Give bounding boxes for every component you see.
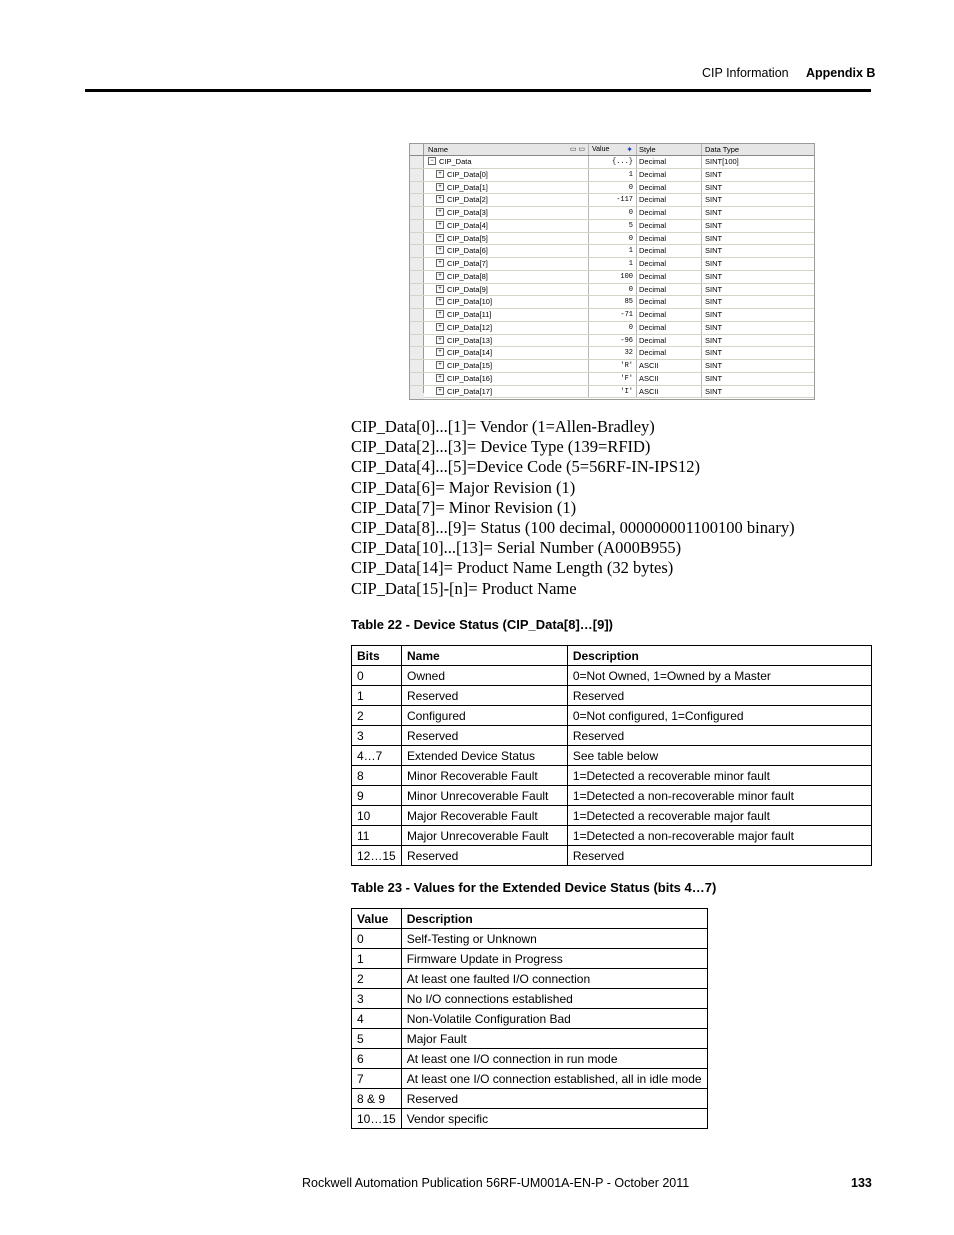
tag-value-cell[interactable]: 0 <box>589 284 637 296</box>
device-status-table <box>351 645 872 866</box>
value-cell: 5 <box>352 1029 402 1049</box>
tag-data-type-cell: SINT <box>705 284 723 294</box>
tag-value-cell[interactable]: 'R' <box>589 360 637 372</box>
tag-style-cell: Decimal <box>637 284 702 296</box>
row-gutter-end <box>410 393 424 399</box>
collapse-icon[interactable]: − <box>428 157 436 165</box>
expand-icon[interactable]: + <box>436 387 444 395</box>
description-line: CIP_Data[8]...[9]= Status (100 decimal, 000000001100100 binary) <box>351 518 795 538</box>
description-cell: 0=Not Owned, 1=Owned by a Master <box>567 666 871 686</box>
tag-name-cell <box>425 322 589 334</box>
table-row <box>352 826 872 846</box>
expand-icon[interactable]: + <box>436 310 444 318</box>
tag-name-cell <box>425 373 589 385</box>
tag-data-type-cell: SINT <box>705 271 723 281</box>
description-cell: No I/O connections established <box>401 989 707 1009</box>
tag-row[interactable] <box>410 360 814 373</box>
tag-name: CIP_Data[5] <box>447 233 488 243</box>
tag-name-cell <box>425 347 589 359</box>
row-gutter <box>410 373 424 385</box>
description-cell: 1=Detected a recoverable minor fault <box>567 766 871 786</box>
header-rule <box>85 89 871 92</box>
value-cell: 8 & 9 <box>352 1089 402 1109</box>
table-row <box>352 929 708 949</box>
tag-style-cell: Decimal <box>637 233 702 245</box>
description-line: CIP_Data[7]= Minor Revision (1) <box>351 497 577 517</box>
column-header-value: Value <box>352 909 402 929</box>
table-row <box>352 1069 708 1089</box>
description-cell: Major Fault <box>401 1029 707 1049</box>
running-header-appendix: Appendix B <box>806 66 876 80</box>
tag-row[interactable] <box>410 347 814 360</box>
row-gutter <box>410 169 424 181</box>
bits-cell: 11 <box>352 826 402 846</box>
sort-arrow-icon: ✦ <box>626 145 633 154</box>
row-gutter <box>410 182 424 194</box>
description-line: CIP_Data[14]= Product Name Length (32 bytes) <box>351 558 674 578</box>
tag-name-cell <box>425 360 589 372</box>
tag-style-cell: ASCII <box>637 373 702 385</box>
description-line: CIP_Data[4]...[5]=Device Code (5=56RF-IN-IPS12) <box>351 457 701 477</box>
tag-style-cell: Decimal <box>637 194 702 206</box>
tag-row[interactable] <box>410 258 814 271</box>
tag-value-cell[interactable]: 0 <box>589 182 637 194</box>
name-cell: Major Unrecoverable Fault <box>401 826 567 846</box>
tag-name-cell <box>425 169 589 181</box>
tag-style-cell: Decimal <box>637 347 702 359</box>
expand-icon[interactable]: + <box>436 170 444 178</box>
tag-data-type-cell: SINT <box>705 182 723 192</box>
tag-style-cell: Decimal <box>637 335 702 347</box>
description-cell: At least one I/O connection in run mode <box>401 1049 707 1069</box>
tag-value-cell[interactable]: 0 <box>589 322 637 334</box>
description-cell: At least one I/O connection established, all in idle mode <box>401 1069 707 1089</box>
description-cell: Non-Volatile Configuration Bad <box>401 1009 707 1029</box>
bits-cell: 3 <box>352 726 402 746</box>
tag-style-cell: Decimal <box>637 296 702 308</box>
name-cell: Major Recoverable Fault <box>401 806 567 826</box>
description-cell: 1=Detected a recoverable major fault <box>567 806 871 826</box>
value-cell: 4 <box>352 1009 402 1029</box>
row-gutter <box>410 156 424 168</box>
tag-editor-screenshot <box>409 143 815 400</box>
tag-name: CIP_Data[14] <box>447 348 493 358</box>
tag-row-root[interactable] <box>410 156 814 169</box>
bits-cell: 4…7 <box>352 746 402 766</box>
value-cell: 2 <box>352 969 402 989</box>
tag-data-type-cell: SINT <box>705 259 723 269</box>
tag-name-cell <box>425 245 589 257</box>
tag-name: CIP_Data[10] <box>447 297 493 307</box>
value-cell: 3 <box>352 989 402 1009</box>
tag-style-cell: Decimal <box>637 156 702 168</box>
tag-data-type-cell: SINT <box>705 361 723 371</box>
tag-name-cell <box>425 258 589 270</box>
description-line: CIP_Data[6]= Major Revision (1) <box>351 477 576 497</box>
tag-row[interactable] <box>410 296 814 309</box>
running-header-section: CIP Information <box>702 66 789 80</box>
tag-style-cell: Decimal <box>637 182 702 194</box>
filter-icon: ▭ ▭ <box>569 146 585 153</box>
tag-row[interactable] <box>410 194 814 207</box>
footer-publication: Rockwell Automation Publication 56RF-UM001A-EN-P - October 2011 <box>302 1176 690 1190</box>
tag-row[interactable] <box>410 322 814 335</box>
tag-value-cell[interactable]: 32 <box>589 347 637 359</box>
tag-style-cell: ASCII <box>637 386 702 398</box>
row-gutter <box>410 347 424 359</box>
tag-value-cell: {...} <box>589 156 637 168</box>
tag-name: CIP_Data[0] <box>447 169 488 179</box>
tag-style-cell: Decimal <box>637 220 702 232</box>
tag-style-cell: Decimal <box>637 207 702 219</box>
tag-value-cell[interactable]: 'F' <box>589 373 637 385</box>
description-cell: Vendor specific <box>401 1109 707 1129</box>
tag-value-cell[interactable]: 1 <box>589 258 637 270</box>
description-cell: 1=Detected a non-recoverable major fault <box>567 826 871 846</box>
tag-row[interactable] <box>410 182 814 195</box>
tag-data-type-cell: SINT <box>705 246 723 256</box>
row-gutter <box>410 296 424 308</box>
tag-data-type-cell: SINT <box>705 195 723 205</box>
tag-name: CIP_Data[2] <box>447 195 488 205</box>
table-row <box>352 846 872 866</box>
description-cell: Self-Testing or Unknown <box>401 929 707 949</box>
tag-row[interactable] <box>410 335 814 348</box>
tag-data-type-cell: SINT <box>705 208 723 218</box>
value-cell: 1 <box>352 949 402 969</box>
column-header-name: Name <box>401 646 567 666</box>
value-cell: 6 <box>352 1049 402 1069</box>
tag-row[interactable] <box>410 284 814 297</box>
table23-caption: Table 23 - Values for the Extended Device Status (bits 4…7) <box>351 880 717 895</box>
tag-name-cell <box>425 386 589 398</box>
cip-data-description-list <box>351 417 795 599</box>
tag-name-cell <box>425 271 589 283</box>
tag-row[interactable] <box>410 233 814 246</box>
extended-device-status-table <box>351 908 708 1129</box>
tag-value-cell[interactable]: -96 <box>589 335 637 347</box>
expand-icon[interactable]: + <box>436 374 444 382</box>
tag-value-cell[interactable]: -71 <box>589 309 637 321</box>
tag-name: CIP_Data[1] <box>447 182 488 192</box>
tag-name: CIP_Data[11] <box>447 310 492 320</box>
expand-icon[interactable]: + <box>436 195 444 203</box>
table-header-row <box>352 646 872 666</box>
tag-row[interactable] <box>410 207 814 220</box>
table-row <box>352 1029 708 1049</box>
bits-cell: 2 <box>352 706 402 726</box>
description-cell: Reserved <box>567 686 871 706</box>
tag-name-cell <box>425 207 589 219</box>
expand-icon[interactable]: + <box>436 323 444 331</box>
tag-name-cell <box>425 194 589 206</box>
tag-data-type-cell: SINT <box>705 386 723 396</box>
tag-row[interactable] <box>410 220 814 233</box>
tag-data-type-cell: SINT <box>705 310 723 320</box>
name-cell: Extended Device Status <box>401 746 567 766</box>
tag-name: CIP_Data[17] <box>447 386 493 396</box>
bits-cell: 10 <box>352 806 402 826</box>
tag-value-cell[interactable]: 100 <box>589 271 637 283</box>
tag-name-cell <box>425 156 589 168</box>
tag-name: CIP_Data[16] <box>447 373 493 383</box>
table-row <box>352 666 872 686</box>
expand-icon[interactable]: + <box>436 259 444 267</box>
expand-icon[interactable]: + <box>436 285 444 293</box>
row-gutter <box>410 194 424 206</box>
page-number: 133 <box>851 1176 872 1190</box>
expand-icon[interactable]: + <box>436 221 444 229</box>
tag-name: CIP_Data[6] <box>447 246 488 256</box>
table22-caption: Table 22 - Device Status (CIP_Data[8]…[9]) <box>351 617 613 632</box>
tag-grid-header <box>410 144 814 156</box>
row-gutter <box>410 271 424 283</box>
row-gutter <box>410 233 424 245</box>
column-header-description: Description <box>401 909 707 929</box>
expand-icon[interactable]: + <box>436 272 444 280</box>
column-header-bits: Bits <box>352 646 402 666</box>
row-gutter <box>410 335 424 347</box>
tag-row[interactable] <box>410 245 814 258</box>
name-cell: Reserved <box>401 726 567 746</box>
tag-name: CIP_Data[7] <box>447 259 488 269</box>
row-gutter <box>410 284 424 296</box>
tag-value-cell[interactable]: 1 <box>589 169 637 181</box>
tag-style-cell: Decimal <box>637 309 702 321</box>
tag-row[interactable] <box>410 386 814 399</box>
description-cell: Reserved <box>567 846 871 866</box>
tag-name: CIP_Data[4] <box>447 220 488 230</box>
name-cell: Reserved <box>401 686 567 706</box>
column-header-value-label: Value <box>592 146 610 153</box>
column-header-name-label: Name <box>428 145 449 154</box>
row-gutter <box>410 322 424 334</box>
description-line: CIP_Data[0]...[1]= Vendor (1=Allen-Bradley) <box>351 417 655 436</box>
table-row <box>352 746 872 766</box>
tag-row[interactable] <box>410 309 814 322</box>
expand-icon[interactable]: + <box>436 348 444 356</box>
tag-value-cell[interactable]: 'I' <box>589 386 637 398</box>
bits-cell: 9 <box>352 786 402 806</box>
tag-style-cell: Decimal <box>637 271 702 283</box>
tag-data-type-cell: SINT <box>705 322 723 332</box>
name-cell: Configured <box>401 706 567 726</box>
row-gutter <box>410 258 424 270</box>
tag-data-type-cell: SINT <box>705 335 723 345</box>
table-row <box>352 766 872 786</box>
tag-data-type-cell: SINT[100] <box>705 157 739 166</box>
description-cell: Reserved <box>567 726 871 746</box>
bits-cell: 12…15 <box>352 846 402 866</box>
tag-value-cell[interactable]: 1 <box>589 245 637 257</box>
tag-name: CIP_Data[8] <box>447 271 488 281</box>
tag-name-cell <box>425 309 589 321</box>
description-cell: 1=Detected a non-recoverable minor fault <box>567 786 871 806</box>
tag-name-cell <box>425 335 589 347</box>
row-gutter <box>410 360 424 372</box>
tag-style-cell: ASCII <box>637 360 702 372</box>
tag-style-cell: Decimal <box>637 169 702 181</box>
tag-name-cell <box>425 296 589 308</box>
column-header-data-type[interactable]: Data Type <box>705 145 740 154</box>
tag-data-type-cell: SINT <box>705 373 723 383</box>
bits-cell: 1 <box>352 686 402 706</box>
tag-value-cell[interactable]: 0 <box>589 233 637 245</box>
tag-name: CIP_Data[13] <box>447 335 493 345</box>
column-header-style[interactable]: Style <box>637 144 702 155</box>
row-gutter <box>410 245 424 257</box>
tag-value-cell[interactable]: 5 <box>589 220 637 232</box>
column-header-value[interactable] <box>589 144 637 155</box>
table-row <box>352 949 708 969</box>
expand-icon[interactable]: + <box>436 246 444 254</box>
tag-name: CIP_Data[3] <box>447 208 488 218</box>
description-cell: At least one faulted I/O connection <box>401 969 707 989</box>
tag-name-cell <box>425 182 589 194</box>
table-row <box>352 1009 708 1029</box>
bits-cell: 0 <box>352 666 402 686</box>
column-header-name[interactable] <box>425 144 589 155</box>
tag-data-type-cell: SINT <box>705 220 723 230</box>
table-row <box>352 786 872 806</box>
tag-name: CIP_Data[15] <box>447 361 493 371</box>
value-cell: 7 <box>352 1069 402 1089</box>
table-row <box>352 706 872 726</box>
table-row <box>352 806 872 826</box>
tag-name: CIP_Data[12] <box>447 322 493 332</box>
expand-icon[interactable]: + <box>436 336 444 344</box>
name-cell: Minor Recoverable Fault <box>401 766 567 786</box>
tag-name-cell <box>425 284 589 296</box>
tag-row[interactable] <box>410 271 814 284</box>
expand-icon[interactable]: + <box>436 234 444 242</box>
tag-name-cell <box>425 233 589 245</box>
row-gutter <box>410 220 424 232</box>
bits-cell: 8 <box>352 766 402 786</box>
expand-icon[interactable]: + <box>436 361 444 369</box>
tag-name: CIP_Data <box>439 157 472 166</box>
description-cell: Firmware Update in Progress <box>401 949 707 969</box>
tag-style-cell: Decimal <box>637 258 702 270</box>
table-row <box>352 1049 708 1069</box>
tag-value-cell[interactable]: 0 <box>589 207 637 219</box>
tag-style-cell: Decimal <box>637 322 702 334</box>
name-cell: Minor Unrecoverable Fault <box>401 786 567 806</box>
expand-icon[interactable]: + <box>436 297 444 305</box>
row-gutter <box>410 309 424 321</box>
tag-value-cell[interactable]: -117 <box>589 194 637 206</box>
value-cell: 10…15 <box>352 1109 402 1129</box>
table-row <box>352 989 708 1009</box>
tag-data-type-cell: SINT <box>705 169 723 179</box>
row-gutter <box>410 144 424 155</box>
table-row <box>352 726 872 746</box>
name-cell: Reserved <box>401 846 567 866</box>
description-line: CIP_Data[10]...[13]= Serial Number (A000B955) <box>351 538 682 558</box>
tag-style-cell: Decimal <box>637 245 702 257</box>
description-cell: 0=Not configured, 1=Configured <box>567 706 871 726</box>
name-cell: Owned <box>401 666 567 686</box>
table-row <box>352 969 708 989</box>
expand-icon[interactable]: + <box>436 183 444 191</box>
value-cell: 0 <box>352 929 402 949</box>
tag-data-type-cell: SINT <box>705 297 723 307</box>
expand-icon[interactable]: + <box>436 208 444 216</box>
table-row <box>352 1089 708 1109</box>
column-header-description: Description <box>567 646 871 666</box>
table-row <box>352 1109 708 1129</box>
description-cell: Reserved <box>401 1089 707 1109</box>
tag-row[interactable] <box>410 169 814 182</box>
tag-data-type-cell: SINT <box>705 348 723 358</box>
table-row <box>352 686 872 706</box>
table-header-row <box>352 909 708 929</box>
tag-name-cell <box>425 220 589 232</box>
tag-name: CIP_Data[9] <box>447 284 488 294</box>
description-line: CIP_Data[2]...[3]= Device Type (139=RFID) <box>351 437 651 457</box>
row-gutter <box>410 207 424 219</box>
tag-value-cell[interactable]: 85 <box>589 296 637 308</box>
description-cell: See table below <box>567 746 871 766</box>
description-line: CIP_Data[15]-[n]= Product Name <box>351 578 577 598</box>
tag-row[interactable] <box>410 373 814 386</box>
tag-data-type-cell: SINT <box>705 233 723 243</box>
